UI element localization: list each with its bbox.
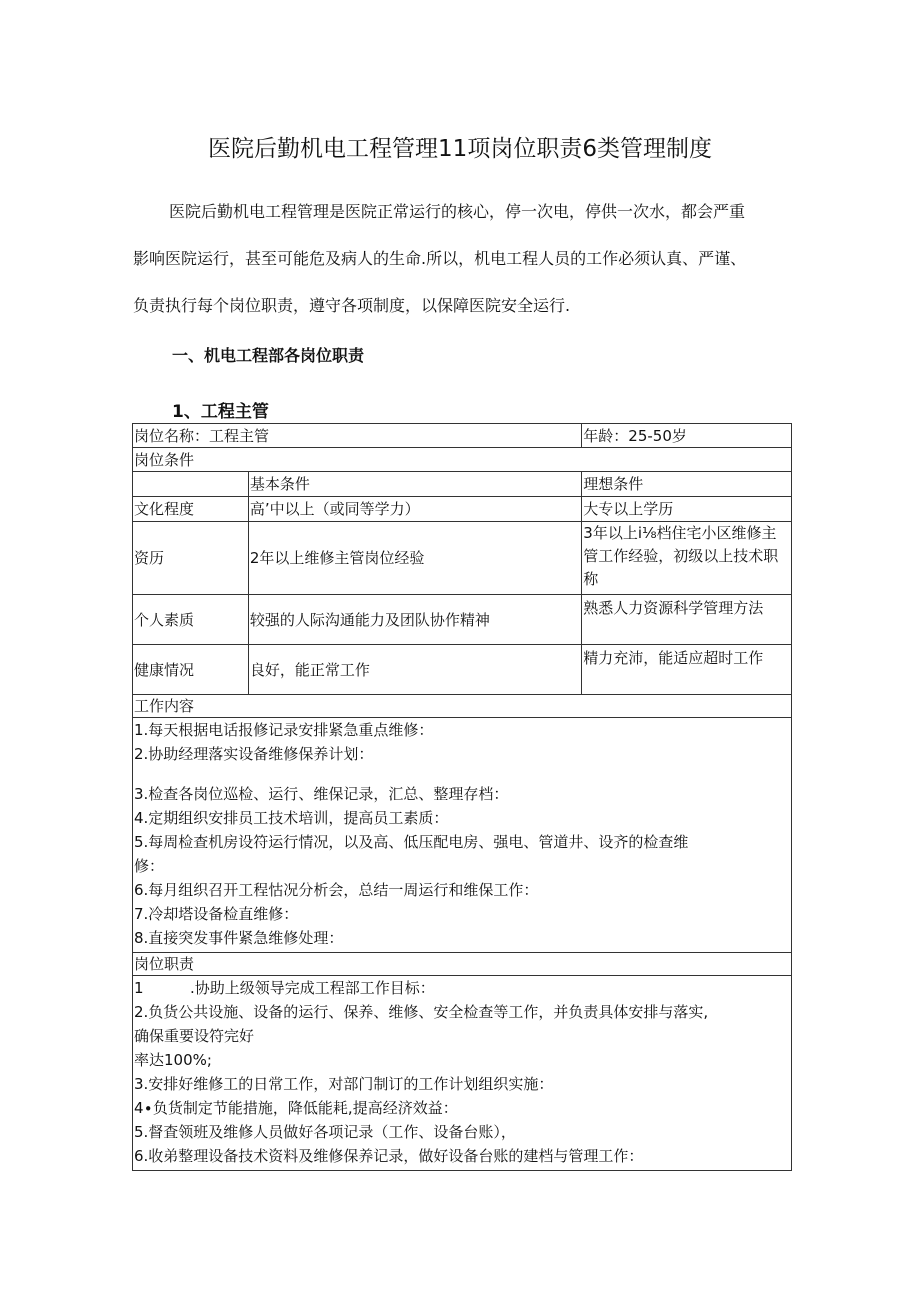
document-title: 医院后勤机电工程管理11项岗位职责6类管理制度	[208, 136, 712, 162]
row-ideal: 熟悉人力资源科学管理方法	[582, 595, 792, 645]
list-item: 率达100%;	[134, 1051, 212, 1069]
row-label: 健康情况	[133, 645, 249, 695]
intro-line: 影响医院运行，甚至可能危及病人的生命.所以，机电工程人员的工作必须认真、严谨、	[133, 249, 747, 268]
row-label: 文化程度	[133, 497, 249, 522]
row-basic: 2年以上维修主管岗位经验	[248, 522, 581, 595]
list-item: 3.检查各岗位巡检、运行、维保记录，汇总、整理存档：	[134, 785, 509, 803]
item-number: 1	[134, 979, 144, 997]
row-label: 个人素质	[133, 595, 249, 645]
list-item: 2.负货公共设施、设备的运行、保养、维修、安全检查等工作，并负责具体安排与落实,	[134, 1003, 709, 1021]
intro-line: 负责执行每个岗位职责，遵守各项制度，以保障医院安全运行.	[133, 296, 571, 315]
list-item: 5.每周检查机房设符运行情况，以及高、低压配电房、强电、管道井、设齐的检查维	[134, 833, 689, 851]
list-item: 4.定期组织安排员工技术培训，提高员工素质：	[134, 809, 449, 827]
duty-content	[133, 976, 792, 1171]
row-ideal: 3年以上i⅛档住宅小区维修主管工作经验，初级以上技术职称	[582, 522, 792, 595]
position-name-cell: 岗位名称：工程主管	[133, 424, 582, 448]
row-basic: 较强的人际沟通能力及团队协作精神	[248, 595, 581, 645]
list-item	[134, 976, 790, 1000]
list-item: 8.直接突发事件紧急维修处理：	[134, 929, 344, 947]
list-item: 3.安排好维修工的日常工作，对部门制订的工作计划组织实施：	[134, 1075, 554, 1093]
row-ideal: 精力充沛，能适应超时工作	[582, 645, 792, 695]
list-item: 5.督査领班及维修人员做好各项记录（工作、设备台账），	[134, 1123, 516, 1141]
section-heading: 一、机电工程部各岗位职责	[172, 346, 365, 365]
row-ideal: 大专以上学历	[582, 497, 792, 522]
intro-paragraph	[133, 188, 793, 329]
work-header: 工作内容	[133, 695, 792, 718]
list-item: 4∙负货制定节能措施，降低能耗,提高经济效益：	[134, 1099, 458, 1117]
row-basic: 高’中以上（或同等学力）	[248, 497, 581, 522]
list-item: 确保重要设符完好	[134, 1027, 255, 1045]
list-item: 6.收弟整理设备技术资料及维修保养记录，做好设备台账的建档与管理工作：	[134, 1147, 644, 1165]
job-description-table	[132, 423, 792, 1171]
list-item: 1.每天根据电话报修记录安排紧急重点维修：	[134, 721, 434, 739]
conditions-header: 岗位条件	[133, 448, 792, 472]
item-text: .协助上级领导完成工程部工作目标：	[190, 979, 435, 997]
list-item: 6.每月组织召开工程怙况分析会，总结一周运行和维保工作：	[134, 881, 539, 899]
row-label: 资历	[133, 522, 249, 595]
list-item: 2.协助经理落实设备维修保养计划：	[134, 745, 374, 763]
duty-header: 岗位职责	[133, 953, 792, 976]
age-cell: 年龄：25-50岁	[582, 424, 792, 448]
work-content	[133, 718, 792, 953]
subsection-heading: 1、工程主管	[172, 402, 269, 422]
intro-line: 医院后勤机电工程管理是医院正常运行的核心，停一次电，停供一次水，都会严重	[169, 202, 746, 221]
list-item: 修：	[134, 857, 165, 875]
list-item: 7.冷却塔设备检直维修：	[134, 905, 299, 923]
empty-cell	[133, 472, 249, 497]
row-basic: 良好，能正常工作	[248, 645, 581, 695]
ideal-header: 理想条件	[582, 472, 792, 497]
basic-header: 基本条件	[248, 472, 581, 497]
